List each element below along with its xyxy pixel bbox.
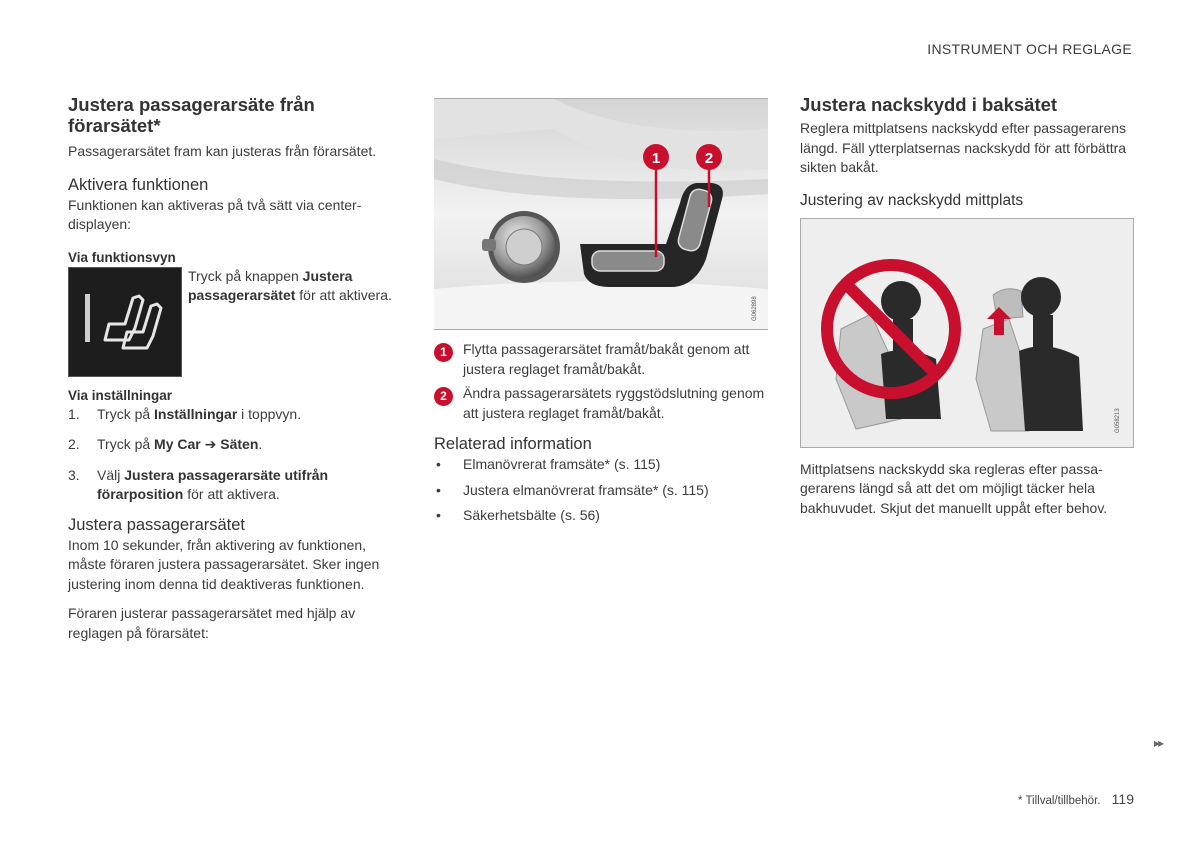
headrest-illustration	[801, 219, 1133, 447]
seat-controls-illustration	[434, 99, 768, 329]
section-title: Justera nackskydd i baksätet	[800, 94, 1058, 115]
svg-text:2: 2	[704, 150, 714, 167]
adjust-text: Inom 10 sekunder, från aktivering av funktionen, måste föraren justera passagerarsätet. Sker ingen justering inom denna tid deaktiveras funktionen.	[68, 536, 380, 592]
settings-steps	[68, 405, 393, 505]
section-header: INSTRUMENT OCH REGLAGE	[927, 41, 1132, 57]
related-link[interactable]: • Justera elmanövrerat framsäte* (s. 115)	[436, 481, 709, 498]
callout-1: 1 Flytta passagerarsätet framåt/bakåt genom att justera reglaget framåt/bakåt.	[434, 340, 768, 379]
next-page-icon: ▸▸	[1153, 736, 1162, 750]
headrest-intro: Reglera mittplatsens nackskydd efter passagerarens längd. Fäll ytterplatsernas nackskydd för att förbättra sikten bakåt.	[800, 120, 1127, 175]
function-view-text: Tryck på knappen Justera passagerarsätet för att aktivera.	[188, 267, 392, 303]
list-item: 1. Tryck på Inställningar i toppvyn.	[68, 405, 302, 422]
adjust-text-2: Föraren justerar passagerarsätet med hjälp av reglagen på förarsätet:	[68, 605, 356, 641]
activate-heading: Aktivera funktionen	[68, 175, 209, 194]
function-view-row	[68, 267, 393, 382]
sub-heading: Justering av nackskydd mittplats	[800, 191, 1024, 209]
middle-column	[434, 98, 768, 532]
left-column	[68, 94, 393, 643]
list-item: 3. Välj Justera passagerarsäte utifrån förarposition för att aktivera.	[68, 466, 329, 502]
headrest-caption: Mittplatsens nackskydd ska regleras efter passagerarens längd så att det om möjligt täcker hela bakhuvudet. Skjut det manuellt uppåt efter behov.	[800, 460, 1108, 516]
page-title: Justera passagerarsäte från förarsätet*	[68, 94, 315, 136]
seat-controls-figure	[434, 98, 768, 330]
via-function-heading: Via funktionsvyn	[68, 249, 176, 265]
headrest-figure	[800, 218, 1134, 448]
seat-icon	[69, 268, 181, 376]
adjust-heading: Justera passagerarsätet	[68, 515, 246, 534]
intro-text: Passagerarsätet fram kan justeras från förarsätet.	[68, 143, 377, 159]
related-link[interactable]: • Säkerhetsbälte (s. 56)	[436, 507, 600, 523]
figure-code: G058213	[1115, 407, 1121, 433]
right-column	[800, 94, 1134, 518]
via-settings-heading: Via inställningar	[68, 387, 173, 403]
related-list	[434, 455, 768, 526]
related-link[interactable]: • Elmanövrerat framsäte* (s. 115)	[436, 456, 661, 472]
callout-2: 2 Ändra passagerarsätets ryggstödslutning genom att justera reglaget framåt/bakåt.	[434, 384, 768, 423]
svg-text:1: 1	[651, 150, 661, 167]
related-heading: Relaterad information	[434, 435, 592, 453]
footer	[1018, 791, 1134, 807]
page-number: 119	[1111, 791, 1134, 807]
seat-function-button-image	[68, 267, 182, 377]
figure-code: G062898	[752, 296, 758, 321]
footnote: * Tillval/tillbehör.	[1018, 795, 1101, 807]
list-item: 2. Tryck på My Car ➔ Säten.	[68, 436, 263, 452]
activate-text: Funktionen kan aktiveras på två sätt via centerdisplayen:	[68, 196, 362, 232]
